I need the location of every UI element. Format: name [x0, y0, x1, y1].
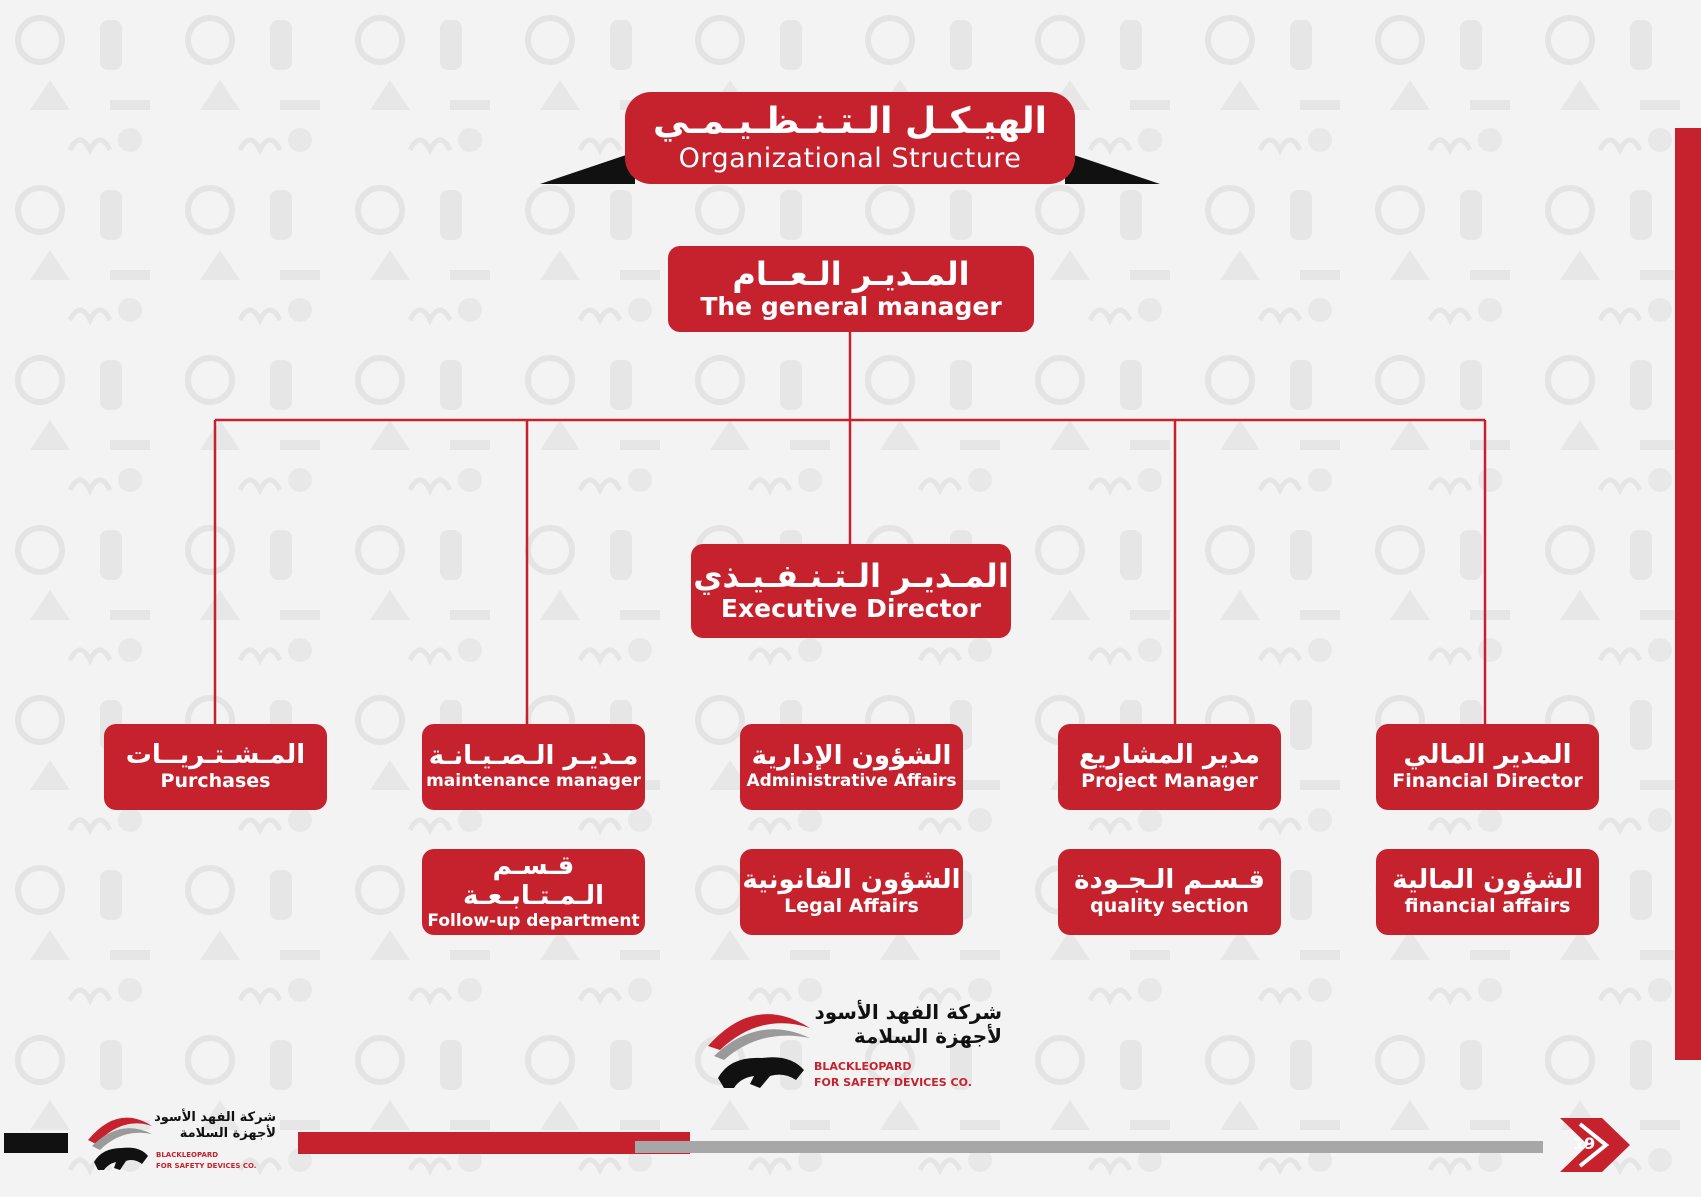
footer-company-english-line1: BLACKLEOPARD: [156, 1151, 219, 1159]
leopard-emblem-icon: [700, 998, 820, 1098]
footer-black-bar: [4, 1133, 68, 1153]
company-name-arabic-line1: شركة الفهد الأسود: [814, 1000, 1002, 1024]
company-logo: [700, 998, 1010, 1098]
sub-department-arabic: قـسـم الـمـتـابـعـة: [462, 851, 605, 912]
department-arabic: مدير المشاريع: [1079, 740, 1260, 771]
company-name-arabic-line2: لأجهزة السلامة: [853, 1024, 1002, 1048]
node-project-manager: [1058, 724, 1281, 810]
department-arabic: المـشـتـريــات: [125, 740, 306, 771]
sub-department-english: Follow-up department: [427, 911, 640, 932]
right-accent-bar: [1675, 128, 1701, 1060]
footer-red-bar: [298, 1132, 690, 1154]
node-financial-director: [1376, 724, 1599, 810]
page-number: 19: [1573, 1134, 1596, 1153]
title-english: Organizational Structure: [678, 143, 1022, 174]
department-english: Administrative Affairs: [746, 771, 957, 792]
node-follow-up-department: [422, 849, 645, 935]
node-maintenance-manager: [422, 724, 645, 810]
footer-company-english-line2: FOR SAFETY DEVICES CO.: [156, 1162, 257, 1170]
node-legal-affairs: [740, 849, 963, 935]
company-name-english-line2: FOR SAFETY DEVICES CO.: [814, 1076, 972, 1089]
title-banner: [540, 92, 1160, 187]
general-manager-arabic: المـديـر الـعــام: [732, 255, 970, 294]
title-box: [625, 92, 1075, 184]
executive-director-english: Executive Director: [720, 594, 982, 624]
leopard-emblem-small-icon: [84, 1106, 156, 1178]
executive-director-arabic: المـديـر الـتـنـفـيـذي: [693, 557, 1009, 596]
department-english: Financial Director: [1392, 770, 1583, 793]
node-general-manager: [668, 246, 1034, 332]
department-arabic: مـديـر الـصـيـانـة: [428, 741, 639, 772]
sub-department-arabic: الشؤون القانونية: [742, 865, 961, 896]
node-executive-director: [691, 544, 1011, 638]
sub-department-english: financial affairs: [1404, 895, 1571, 918]
department-english: maintenance manager: [426, 771, 641, 792]
department-arabic: المدير المالي: [1403, 740, 1572, 771]
company-name-english-line1: BLACKLEOPARD: [814, 1060, 912, 1073]
footer-company-logo: [84, 1106, 284, 1178]
node-financial-affairs: [1376, 849, 1599, 935]
department-english: Purchases: [160, 770, 271, 793]
node-administrative-affairs: [740, 724, 963, 810]
footer-company-arabic-line1: شركة الفهد الأسود: [154, 1110, 276, 1125]
footer-grey-bar: [635, 1141, 1543, 1153]
sub-department-arabic: قـسـم الـجـودة: [1074, 865, 1265, 896]
node-quality-section: [1058, 849, 1281, 935]
sub-department-arabic: الشؤون المالية: [1392, 865, 1583, 896]
footer-company-arabic-line2: لأجهزة السلامة: [179, 1126, 276, 1141]
sub-department-english: Legal Affairs: [784, 895, 919, 918]
department-english: Project Manager: [1081, 770, 1258, 793]
sub-department-english: quality section: [1090, 895, 1249, 918]
general-manager-english: The general manager: [700, 292, 1002, 322]
department-arabic: الشؤون الإدارية: [751, 741, 952, 772]
node-purchases: [104, 724, 327, 810]
title-arabic: الهيـكـل الـتـنـظـيـمـي: [653, 101, 1047, 142]
